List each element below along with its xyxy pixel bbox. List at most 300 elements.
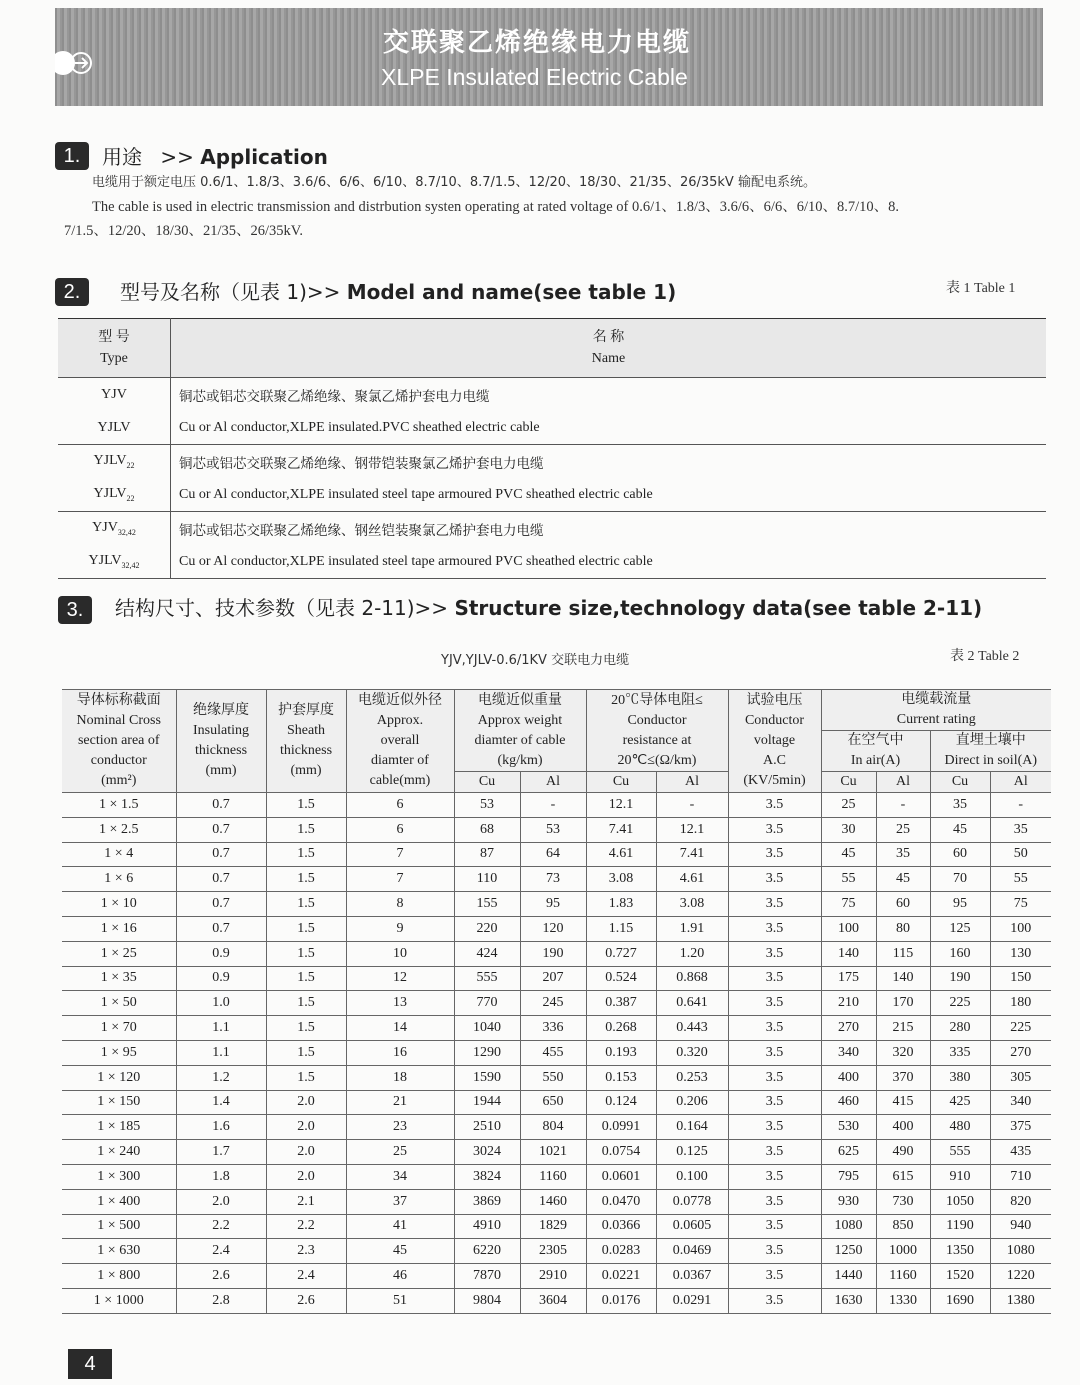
header-type: 型 号 Type [58,319,171,378]
table-cell: 400 [876,1115,930,1140]
table-cell: 34 [346,1164,454,1189]
structure-data-table [62,689,1051,1314]
table-cell: 51 [346,1288,454,1313]
table-cell: 1 × 120 [62,1065,176,1090]
table-cell: 2305 [520,1239,586,1264]
table-row [62,1214,1051,1239]
table-row [58,512,1046,546]
table-cell: 3.08 [586,867,656,892]
table-header-row [58,319,1046,378]
header-air: 在空气中 In air(A) [821,731,930,772]
header-section: 导体标称截面 Nominal Cross section area of conductor (mm²) [62,690,176,793]
table-cell: 730 [876,1189,930,1214]
table-cell: 3.5 [728,1164,821,1189]
table-cell: 75 [990,892,1051,917]
table-cell: 95 [930,892,990,917]
table-cell: 0.100 [656,1164,728,1189]
table-cell: 55 [821,867,876,892]
table-cell: 424 [454,941,520,966]
table-cell: 7.41 [656,842,728,867]
table-cell: 68 [454,817,520,842]
table-cell: 3.5 [728,793,821,818]
table-cell: 2.4 [266,1264,346,1289]
table-cell: 3.08 [656,892,728,917]
table-cell: 3869 [454,1189,520,1214]
table-cell: 2910 [520,1264,586,1289]
header-banner [55,8,1043,106]
table-cell: 490 [876,1140,930,1165]
table-cell: 0.0470 [586,1189,656,1214]
table-row [62,1140,1051,1165]
table-cell: 125 [930,916,990,941]
header-soil: 直埋土壤中 Direct in soil(A) [930,731,1051,772]
table-cell: 380 [930,1065,990,1090]
table-cell: 130 [990,941,1051,966]
table-cell: 1 × 1.5 [62,793,176,818]
arrow-circle-icon [55,44,93,82]
table-cell: 1.15 [586,916,656,941]
table-cell: 0.125 [656,1140,728,1165]
table-cell: 650 [520,1090,586,1115]
header-al: Al [876,772,930,793]
table-cell: 4910 [454,1214,520,1239]
table-cell: 0.868 [656,966,728,991]
table-cell: 1.5 [266,1040,346,1065]
section-2-title: 型号及名称（见表 1)>> Model and name(see table 1) [120,280,677,304]
table-cell: 804 [520,1115,586,1140]
table-cell: 1000 [876,1239,930,1264]
header-name: 名 称 Name [171,319,1047,378]
section-3-title: 结构尺寸、技术参数（见表 2-11)>> Structure size,technology data(see table 2-11) [115,596,983,620]
table-cell: 155 [454,892,520,917]
table-cell: 400 [821,1065,876,1090]
table-cell: 0.7 [176,892,266,917]
table-cell: 6220 [454,1239,520,1264]
table-cell: 207 [520,966,586,991]
table-cell: 0.0366 [586,1214,656,1239]
table-cell: 270 [990,1040,1051,1065]
table-row [62,1288,1051,1313]
table-cell: 225 [930,991,990,1016]
table-cell: 850 [876,1214,930,1239]
table-cell: 2.2 [176,1214,266,1239]
table-cell: 1.2 [176,1065,266,1090]
application-text-cn: 电缆用于额定电压 0.6/1、1.8/3、3.6/6、6/6、6/10、8.7/10、8.7/1.5、12/20、18/30、21/35、26/35kV 输配电系统。 [92,175,816,190]
table-cell: 0.0469 [656,1239,728,1264]
table-row [62,1016,1051,1041]
header-al: Al [520,772,586,793]
table-cell: 455 [520,1040,586,1065]
table-cell: 1 × 150 [62,1090,176,1115]
table-cell: 180 [990,991,1051,1016]
model-type: $YJLV_{22}$ [58,478,171,512]
table-cell: 3.5 [728,1140,821,1165]
table-cell: 1440 [821,1264,876,1289]
table-cell: 1.5 [266,991,346,1016]
model-type: $YJLV_{22}$ [58,445,171,479]
table-header-row [62,690,1051,731]
table-cell: 2.2 [266,1214,346,1239]
table-cell: 1190 [930,1214,990,1239]
table-cell: 8 [346,892,454,917]
table-cell: 550 [520,1065,586,1090]
table-cell: - [876,793,930,818]
table-cell: 30 [821,817,876,842]
table-cell: 0.193 [586,1040,656,1065]
table-cell: 160 [930,941,990,966]
table-cell: 2.0 [266,1140,346,1165]
table-cell: 1250 [821,1239,876,1264]
header-resistance: 20℃导体电阻≤ Conductor resistance at 20℃≤(Ω/km) [586,690,728,772]
table-cell: 2.0 [266,1164,346,1189]
table-cell: 170 [876,991,930,1016]
table-cell: 1.5 [266,1016,346,1041]
section-3-badge: 3. [58,596,92,624]
table-cell: 1.4 [176,1090,266,1115]
table-cell: 3.5 [728,892,821,917]
table-cell: 530 [821,1115,876,1140]
table-cell: 60 [876,892,930,917]
table-cell: 35 [876,842,930,867]
table-cell: 45 [821,842,876,867]
table-cell: 190 [520,941,586,966]
table-cell: 2.0 [266,1115,346,1140]
table-cell: 0.641 [656,991,728,1016]
table-cell: 55 [990,867,1051,892]
table-cell: 0.320 [656,1040,728,1065]
table-cell: 3.5 [728,1115,821,1140]
table-cell: 1.5 [266,1065,346,1090]
table-cell: 1 × 800 [62,1264,176,1289]
table-cell: 435 [990,1140,1051,1165]
table-cell: 1 × 500 [62,1214,176,1239]
table-cell: 25 [876,817,930,842]
table-cell: 1.0 [176,991,266,1016]
table-cell: 270 [821,1016,876,1041]
table-cell: 0.0291 [656,1288,728,1313]
table-cell: 0.7 [176,916,266,941]
table-cell: 1.5 [266,867,346,892]
table-cell: 12 [346,966,454,991]
table-cell: 1.5 [266,966,346,991]
table-cell: 0.0367 [656,1264,728,1289]
table-cell: 9 [346,916,454,941]
header-voltage: 试验电压 Conductor voltage A.C (KV/5min) [728,690,821,793]
table-cell: 3.5 [728,991,821,1016]
table-cell: 1520 [930,1264,990,1289]
table-cell: 0.0754 [586,1140,656,1165]
model-name: Cu or Al conductor,XLPE insulated steel tape armoured PVC sheathed electric cable [171,545,1047,579]
table-cell: 770 [454,991,520,1016]
header-current: 电缆载流量 Current rating [821,690,1051,731]
table-cell: 615 [876,1164,930,1189]
table-cell: 1.5 [266,842,346,867]
table-cell: 175 [821,966,876,991]
table-cell: 335 [930,1040,990,1065]
model-name-table [58,318,1046,579]
table-cell: 340 [990,1090,1051,1115]
header-al: Al [990,772,1051,793]
section-1-title: 用途 >> Application [102,145,328,169]
table-cell: 0.0991 [586,1115,656,1140]
model-type: YJV [58,378,171,412]
table-cell: 46 [346,1264,454,1289]
table-cell: 1 × 240 [62,1140,176,1165]
table-cell: 2.8 [176,1288,266,1313]
table-cell: 0.164 [656,1115,728,1140]
table-row [62,966,1051,991]
table-cell: 2.0 [266,1090,346,1115]
table-cell: 1.5 [266,892,346,917]
section-1-badge: 1. [55,142,89,170]
table-cell: 0.0778 [656,1189,728,1214]
table-1-label: 表 1 Table 1 [946,281,1016,296]
table-cell: 0.253 [656,1065,728,1090]
table-cell: 0.124 [586,1090,656,1115]
table-cell: 0.0221 [586,1264,656,1289]
model-name: 铜芯或铝芯交联聚乙烯绝缘、钢丝铠装聚氯乙烯护套电力电缆 [179,522,544,539]
table-row [62,892,1051,917]
table-row [62,842,1051,867]
table-cell: 3824 [454,1164,520,1189]
table-cell: 3.5 [728,1040,821,1065]
table-cell: 795 [821,1164,876,1189]
table-cell: 0.7 [176,817,266,842]
table-cell: 1220 [990,1264,1051,1289]
table-cell: 10 [346,941,454,966]
table-cell: 1.6 [176,1115,266,1140]
model-name: 铜芯或铝芯交联聚乙烯绝缘、钢带铠装聚氯乙烯护套电力电缆 [179,455,544,472]
table-cell: 1.1 [176,1016,266,1041]
table-cell: 1.5 [266,793,346,818]
table-cell: 1 × 1000 [62,1288,176,1313]
table-cell: 1 × 400 [62,1189,176,1214]
table-cell: - [656,793,728,818]
section-2-badge: 2. [55,278,89,306]
table-cell: 7870 [454,1264,520,1289]
table-cell: 7 [346,842,454,867]
table-cell: 140 [876,966,930,991]
table-cell: 13 [346,991,454,1016]
table-cell: 25 [346,1140,454,1165]
table-cell: 3.5 [728,1090,821,1115]
table-cell: 3.5 [728,966,821,991]
table-cell: 1350 [930,1239,990,1264]
table-cell: 375 [990,1115,1051,1140]
table-cell: 3024 [454,1140,520,1165]
header-cu: Cu [454,772,520,793]
table-cell: 1040 [454,1016,520,1041]
table-cell: 3.5 [728,1189,821,1214]
model-type: YJLV [58,411,171,445]
table-cell: 0.9 [176,966,266,991]
table-cell: 190 [930,966,990,991]
table-cell: 100 [990,916,1051,941]
table-cell: 45 [346,1239,454,1264]
table-cell: 1 × 95 [62,1040,176,1065]
table-cell: 710 [990,1164,1051,1189]
table-cell: 2.6 [266,1288,346,1313]
table-cell: 1 × 630 [62,1239,176,1264]
table-cell: 0.7 [176,793,266,818]
table-cell: 3604 [520,1288,586,1313]
table-cell: 1290 [454,1040,520,1065]
table-cell: 3.5 [728,842,821,867]
table-cell: 0.7 [176,842,266,867]
table-cell: 370 [876,1065,930,1090]
table-cell: 25 [821,793,876,818]
table-cell: 425 [930,1090,990,1115]
table-cell: 1 × 2.5 [62,817,176,842]
table-cell: 7.41 [586,817,656,842]
table-cell: 1460 [520,1189,586,1214]
table-cell: 1.5 [266,916,346,941]
table-cell: 625 [821,1140,876,1165]
table-cell: 45 [930,817,990,842]
table-cell: 18 [346,1065,454,1090]
table-cell: 73 [520,867,586,892]
table-cell: 1380 [990,1288,1051,1313]
table-cell: 1 × 25 [62,941,176,966]
table-cell: 3.5 [728,1288,821,1313]
table-cell: 1160 [520,1164,586,1189]
table-row [62,817,1051,842]
table-cell: 41 [346,1214,454,1239]
table-2-caption: YJV,YJLV-0.6/1KV 交联电力电缆 [441,653,630,668]
table-row [62,941,1051,966]
table-cell: 1.5 [266,941,346,966]
table-cell: 0.206 [656,1090,728,1115]
table-cell: 53 [454,793,520,818]
table-cell: 0.0283 [586,1239,656,1264]
table-cell: 3.5 [728,1214,821,1239]
table-cell: 0.727 [586,941,656,966]
table-2-label: 表 2 Table 2 [950,649,1020,664]
table-cell: 21 [346,1090,454,1115]
table-cell: 100 [821,916,876,941]
application-text-en-1: The cable is used in electric transmission and distrbution systen operating at rated voltage of 0.6/1、1.8/3、3.6/6、6/6、6/10、8.7/10、8. [92,199,900,215]
table-cell: 1 × 6 [62,867,176,892]
table-row [62,1189,1051,1214]
model-type: $YJV_{32,42}$ [58,512,171,546]
table-cell: 0.443 [656,1016,728,1041]
table-row [62,991,1051,1016]
table-cell: 3.5 [728,916,821,941]
table-row [62,1164,1051,1189]
table-cell: - [990,793,1051,818]
table-cell: 35 [930,793,990,818]
table-cell: 3.5 [728,1065,821,1090]
table-cell: 75 [821,892,876,917]
table-cell: 0.524 [586,966,656,991]
table-cell: 1 × 70 [62,1016,176,1041]
table-cell: 14 [346,1016,454,1041]
table-cell: 480 [930,1115,990,1140]
header-weight: 电缆近似重量 Approx weight diamter of cable (kg/km) [454,690,586,772]
table-cell: 12.1 [656,817,728,842]
table-cell: 1 × 185 [62,1115,176,1140]
table-cell: 225 [990,1016,1051,1041]
table-cell: 16 [346,1040,454,1065]
table-cell: 1021 [520,1140,586,1165]
table-row [62,1115,1051,1140]
table-cell: 60 [930,842,990,867]
header-insulation: 绝缘厚度 Insulating thickness (mm) [176,690,266,793]
table-cell: 1050 [930,1189,990,1214]
table-body [62,793,1051,1314]
table-row [62,1239,1051,1264]
table-cell: 1.91 [656,916,728,941]
table-cell: 70 [930,867,990,892]
table-cell: 2.4 [176,1239,266,1264]
table-cell: 460 [821,1090,876,1115]
table-cell: 245 [520,991,586,1016]
table-cell: 1 × 35 [62,966,176,991]
header-diameter: 电缆近似外径 Approx. overall diamter of cable(mm) [346,690,454,793]
table-cell: 320 [876,1040,930,1065]
table-row [62,867,1051,892]
table-cell: 940 [990,1214,1051,1239]
table-cell: 3.5 [728,941,821,966]
table-cell: 37 [346,1189,454,1214]
table-row [58,411,1046,445]
table-cell: 115 [876,941,930,966]
table-row [62,1090,1051,1115]
table-cell: 3.5 [728,1016,821,1041]
banner-title-en: XLPE Insulated Electric Cable [381,64,688,90]
table-cell: 9804 [454,1288,520,1313]
table-cell: 0.153 [586,1065,656,1090]
table-cell: 0.387 [586,991,656,1016]
table-cell: 1080 [990,1239,1051,1264]
table-cell: 45 [876,867,930,892]
table-cell: 280 [930,1016,990,1041]
table-cell: 1 × 16 [62,916,176,941]
model-name: Cu or Al conductor,XLPE insulated.PVC sheathed electric cable [171,411,1047,445]
table-cell: 305 [990,1065,1051,1090]
application-text-en-2: 7/1.5、12/20、18/30、21/35、26/35kV. [64,223,303,239]
table-cell: 53 [520,817,586,842]
table-cell: 1690 [930,1288,990,1313]
table-row [58,445,1046,479]
header-cu: Cu [930,772,990,793]
table-row [62,1264,1051,1289]
table-cell: 1 × 10 [62,892,176,917]
table-cell: 220 [454,916,520,941]
table-cell: 2.0 [176,1189,266,1214]
table-cell: 215 [876,1016,930,1041]
table-cell: 1.7 [176,1140,266,1165]
table-cell: 1 × 4 [62,842,176,867]
table-cell: 3.5 [728,1264,821,1289]
table-cell: 6 [346,793,454,818]
table-cell: 2510 [454,1115,520,1140]
table-cell: 1160 [876,1264,930,1289]
table-cell: 12.1 [586,793,656,818]
table-cell: 1.20 [656,941,728,966]
table-cell: 820 [990,1189,1051,1214]
banner-title-cn: 交联聚乙烯绝缘电力电缆 [383,28,692,58]
table-cell: 1330 [876,1288,930,1313]
table-cell: 1590 [454,1065,520,1090]
table-cell: 1.8 [176,1164,266,1189]
table-row [62,1040,1051,1065]
table-row [58,478,1046,512]
header-cu: Cu [586,772,656,793]
table-cell: 1944 [454,1090,520,1115]
table-row [62,793,1051,818]
table-cell: 415 [876,1090,930,1115]
